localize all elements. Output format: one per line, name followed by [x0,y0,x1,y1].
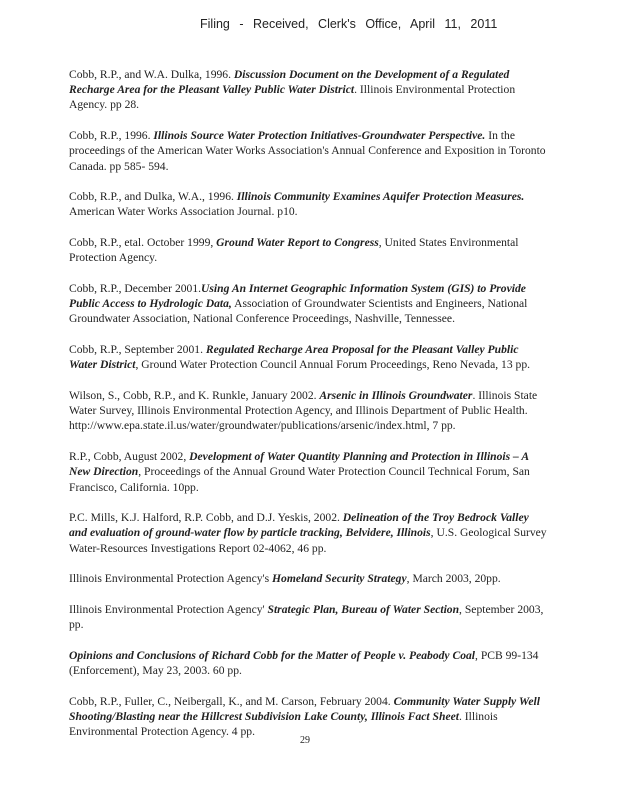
reference-entry [69,694,549,740]
reference-title: Illinois Source Water Protection Initiatives-Groundwater Perspective. [153,129,486,143]
reference-authors: Cobb, R.P., and Dulka, W.A., 1996. [69,190,237,204]
reference-authors: Cobb, R.P., etal. October 1999, [69,236,217,250]
reference-details: In the proceedings of the American Water Works Association's Annual Conference and Exposition in Toronto Canada. pp 585- 594. [69,129,546,173]
reference-entry [69,235,549,265]
reference-authors: Cobb, R.P., Fuller, C., Neibergall, K., and M. Carson, February 2004. [69,694,394,708]
reference-title: Arsenic in Illinois Groundwater [319,389,473,403]
reference-entry [69,281,549,327]
reference-details: . Illinois Environmental Protection Agency. pp 28. [69,83,516,112]
reference-entry [69,510,549,556]
reference-details: Association of Groundwater Scientists and Engineers, National Groundwater Association, National Conference Proceedings, Nashville, Tennessee. [69,297,528,326]
reference-authors: Cobb, R.P., 1996. [69,129,154,143]
reference-title: Discussion Document on the Development of a Regulated Recharge Area for the Pleasant Valley Public Water District [69,68,510,97]
reference-authors: Cobb, R.P., and W.A. Dulka, 1996. [69,68,234,81]
reference-details: , U.S. Geological Survey Water-Resources Investigations Report 02-4062, 46 pp. [69,526,547,555]
reference-entry [69,189,549,219]
reference-title: Strategic Plan, Bureau of Water Section [267,603,460,617]
reference-entry [69,648,549,678]
reference-title: Regulated Recharge Area Proposal for the Pleasant Valley Public Water District [69,343,519,372]
reference-list [69,67,549,755]
reference-details: . Illinois Environmental Protection Agency. 4 pp. [69,710,498,739]
reference-title: Community Water Supply Well Shooting/Blasting near the Hillcrest Subdivision Lake County, Illinois Fact Sheet [69,694,540,724]
reference-authors: P.C. Mills, K.J. Halford, R.P. Cobb, and D.J. Yeskis, 2002. [69,511,343,525]
reference-entry [69,67,549,113]
reference-title: Delineation of the Troy Bedrock Valley and evaluation of ground-water flow by particle tracking, Belvidere, Illinois [69,511,529,540]
reference-entry [69,571,549,586]
reference-title: Ground Water Report to Congress [216,236,379,250]
reference-authors: Illinois Environmental Protection Agency's [69,572,273,586]
reference-details: American Water Works Association Journal. p10. [69,205,298,219]
reference-authors: Cobb, R.P., September 2001. [69,343,206,357]
reference-entry [69,449,549,495]
reference-authors: Wilson, S., Cobb, R.P., and K. Runkle, January 2002. [69,389,320,403]
reference-title: Opinions and Conclusions of Richard Cobb for the Matter of People v. Peabody Coal [69,648,476,662]
reference-title: Development of Water Quantity Planning and Protection in Illinois – A New Direction [69,450,529,479]
reference-details: , United States Environmental Protection Agency. [69,236,519,265]
reference-details: , September 2003, pp. [69,603,544,632]
reference-details: , Proceedings of the Annual Ground Water Protection Council Technical Forum, San Francisco, California. 10pp. [69,465,530,494]
reference-details: , March 2003, 20pp. [406,572,501,586]
reference-details: . Illinois State Water Survey, Illinois Environmental Protection Agency, and Illinois Department of Public Health. http://www.epa.state.il.us/water/groundwater/publications/arsenic/index.html, 7 pp. [69,389,538,433]
filing-header: Filing - Received, Clerk's Office, April 11, 2011 [200,17,498,31]
reference-title: Using An Internet Geographic Information System (GIS) to Provide Public Access to Hydrologic Data, [69,282,526,311]
reference-details: , PCB 99-134 (Enforcement), May 23, 2003. 60 pp. [69,648,539,678]
reference-authors: R.P., Cobb, August 2002, [69,450,190,464]
reference-entry [69,342,549,372]
reference-entry [69,388,549,434]
reference-entry [69,128,549,174]
page-number: 29 [300,735,310,746]
reference-details: , Ground Water Protection Council Annual Forum Proceedings, Reno Nevada, 13 pp. [135,358,531,372]
reference-authors: Cobb, R.P., December 2001. [69,282,202,296]
reference-title: Homeland Security Strategy [272,572,407,586]
reference-title: Illinois Community Examines Aquifer Protection Measures. [236,190,525,204]
reference-authors: Illinois Environmental Protection Agency' [69,603,268,617]
reference-entry [69,602,549,632]
